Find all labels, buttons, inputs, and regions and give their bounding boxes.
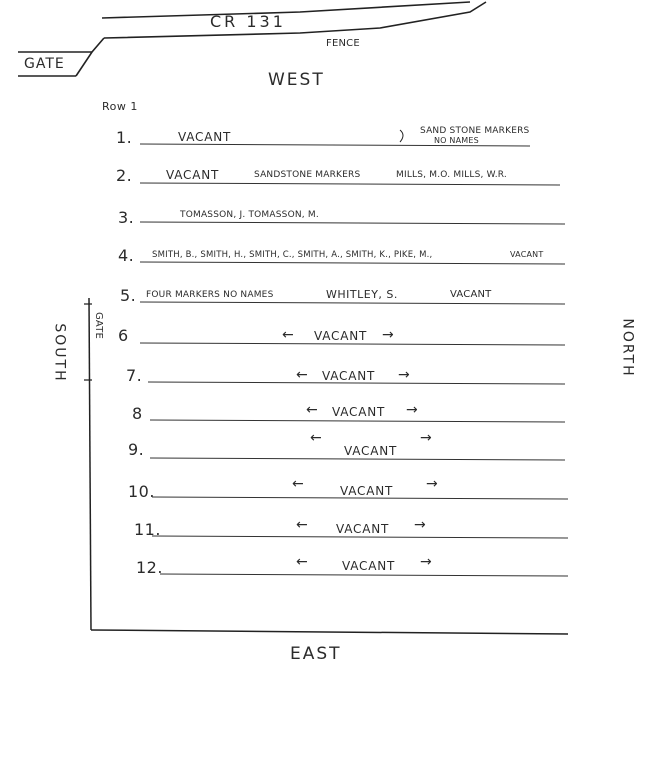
- south-boundary: [89, 298, 91, 630]
- row-status: VACANT: [336, 522, 390, 536]
- row-status: VACANT: [450, 289, 492, 300]
- row-number: 1.: [116, 128, 133, 147]
- right-arrow-icon: →: [414, 517, 427, 533]
- left-arrow-icon: ←: [296, 367, 309, 383]
- row-note-sub: NO NAMES: [434, 136, 479, 145]
- right-arrow-icon: →: [398, 367, 411, 383]
- row-status: VACANT: [332, 405, 386, 419]
- row-number: 6: [118, 326, 129, 345]
- row-number: 10.: [128, 482, 155, 501]
- right-arrow-icon: →: [406, 402, 419, 418]
- side-gate-label: GATE: [93, 311, 105, 340]
- east-boundary: [91, 630, 568, 634]
- south-gate-marker: [84, 304, 92, 380]
- row-names: SMITH, B., SMITH, H., SMITH, C., SMITH, A., SMITH, K., PIKE, M.,: [152, 250, 433, 260]
- row-status: VACANT: [340, 484, 394, 498]
- left-arrow-icon: ←: [310, 430, 323, 446]
- road-line: [102, 2, 470, 18]
- road-label: CR 131: [210, 12, 286, 31]
- left-arrow-icon: ←: [296, 554, 309, 570]
- row-lines: [140, 144, 568, 576]
- fence-corner: [76, 38, 104, 76]
- row-number: 12.: [136, 558, 163, 577]
- row-number: 2.: [116, 166, 133, 185]
- marker-bracket: [400, 130, 403, 142]
- row-names: MILLS, M.O. MILLS, W.R.: [396, 170, 507, 180]
- right-arrow-icon: →: [382, 327, 395, 343]
- row-number: 9.: [128, 440, 145, 459]
- west-label: WEST: [268, 70, 325, 90]
- north-label: NORTH: [619, 318, 636, 378]
- row-number: 3.: [118, 208, 135, 227]
- row-number: 7.: [126, 366, 143, 385]
- row-status: VACANT: [178, 130, 232, 144]
- right-arrow-icon: →: [426, 476, 439, 492]
- left-arrow-icon: ←: [306, 402, 319, 418]
- row-number: 5.: [120, 286, 137, 305]
- row-status: VACANT: [342, 559, 396, 573]
- fence-label: FENCE: [326, 38, 360, 49]
- right-arrow-icon: →: [420, 430, 433, 446]
- row-number: 4.: [118, 246, 135, 265]
- row-names: WHITLEY, S.: [326, 288, 398, 301]
- row-note: FOUR MARKERS NO NAMES: [146, 290, 274, 300]
- row-status: VACANT: [166, 168, 220, 182]
- row-heading: Row 1: [102, 100, 138, 113]
- east-label: EAST: [290, 644, 342, 664]
- row-number: 8: [132, 404, 143, 423]
- fence-line: [104, 2, 486, 38]
- row-names: TOMASSON, J. TOMASSON, M.: [180, 210, 319, 220]
- row-status: VACANT: [344, 444, 398, 458]
- left-arrow-icon: ←: [282, 327, 295, 343]
- gate-label: GATE: [24, 56, 65, 72]
- right-arrow-icon: →: [420, 554, 433, 570]
- row-number: 11.: [134, 520, 161, 539]
- row-note: SANDSTONE MARKERS: [254, 170, 361, 180]
- row-status: VACANT: [314, 329, 368, 343]
- left-arrow-icon: ←: [296, 517, 309, 533]
- row-status: VACANT: [510, 250, 544, 259]
- south-label: SOUTH: [51, 323, 68, 383]
- row-note: SAND STONE MARKERS: [420, 126, 530, 136]
- row-status: VACANT: [322, 369, 376, 383]
- left-arrow-icon: ←: [292, 476, 305, 492]
